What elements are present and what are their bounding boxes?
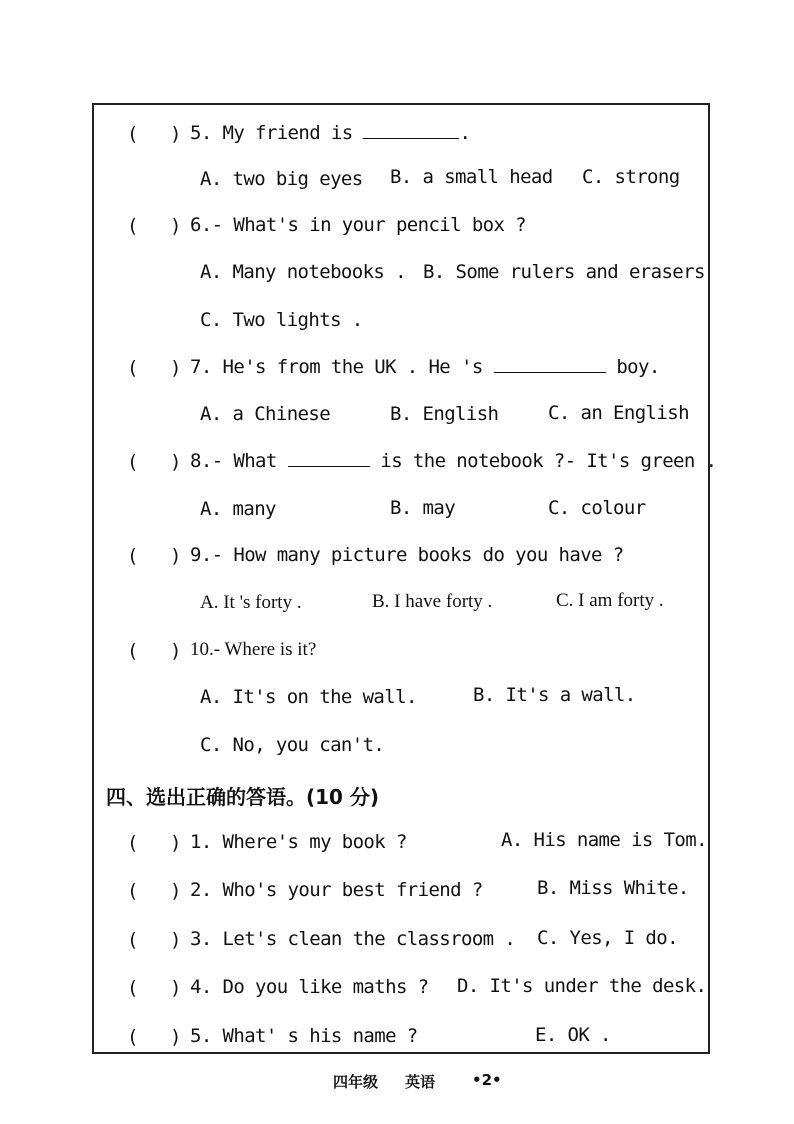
match-answer: E. OK . [535,1024,611,1046]
answer-blank [288,452,370,467]
answer-paren-close: ) [170,1026,182,1048]
answer-paren-open: ( [127,640,139,662]
answer-paren-close: ) [170,640,182,662]
option-c: C. No, you can't. [200,734,385,756]
answer-paren-close: ) [170,832,182,854]
match-question: 4. Do you like maths ? [190,976,429,998]
option-c: C. an English [548,402,689,424]
match-question: 3. Let's clean the classroom . [190,928,516,950]
option-a: A. two big eyes [200,168,363,190]
option-c: C. I am forty . [556,590,664,611]
footer-grade: 四年级 [333,1073,379,1091]
answer-paren-open: ( [127,451,139,473]
match-answer: D. It's under the desk. [457,975,707,997]
question-8-stem: 8.- What [190,450,277,472]
option-b: B. a small head [390,166,553,188]
option-a: A. many [200,498,276,520]
answer-paren-close: ) [170,215,182,237]
section-heading: 四、选出正确的答语。(10 分) [106,785,380,809]
answer-paren-close: ) [170,880,182,902]
option-b: B. may [390,497,456,519]
answer-paren-open: ( [127,832,139,854]
question-10: 10.- Where is it? [190,639,317,660]
answer-paren-open: ( [127,215,139,237]
answer-paren-close: ) [170,357,182,379]
answer-blank [363,124,459,139]
answer-paren-open: ( [127,545,139,567]
match-question: 5. What' s his name ? [190,1025,418,1047]
answer-paren-open: ( [127,880,139,902]
option-c: C. Two lights . [200,309,363,331]
answer-paren-close: ) [170,451,182,473]
answer-paren-open: ( [127,977,139,999]
option-a: A. It 's forty . [200,592,302,613]
footer-subject: 英语 [405,1073,436,1091]
answer-paren-open: ( [127,929,139,951]
match-answer: B. Miss White. [537,877,689,899]
match-answer: A. His name is Tom. [501,829,707,851]
question-8 [190,449,716,473]
question-9: 9.- How many picture books do you have ? [190,544,624,566]
question-8-end: is the notebook ?- It's green . [380,450,717,472]
answer-paren-close: ) [170,929,182,951]
answer-paren-close: ) [170,123,182,145]
option-b: B. I have forty . [372,591,493,612]
option-b: B. English [390,403,499,425]
question-7-end: boy. [616,356,660,378]
answer-blank [494,358,606,373]
answer-paren-close: ) [170,545,182,567]
option-a: A. It's on the wall. [200,686,417,708]
option-c: C. colour [548,497,646,519]
option-b: B. Some rulers and erasers [423,261,705,283]
answer-paren-open: ( [127,123,139,145]
question-5 [190,121,470,145]
match-question: 1. Where's my book ? [190,831,407,853]
option-b: B. It's a wall. [473,684,636,706]
answer-paren-open: ( [127,357,139,379]
question-7-stem: 7. He's from the UK . He 's [190,356,483,378]
exam-frame [92,103,710,1054]
page-number: •2• [472,1071,502,1089]
question-6: 6.- What's in your pencil box ? [190,214,527,236]
option-a: A. a Chinese [200,403,331,425]
answer-paren-close: ) [170,977,182,999]
question-5-stem: 5. My friend is [190,122,353,144]
match-answer: C. Yes, I do. [537,927,678,949]
option-a: A. Many notebooks . [200,261,406,283]
answer-paren-open: ( [127,1026,139,1048]
option-c: C. strong [582,166,680,188]
question-5-end: . [459,122,471,144]
question-7 [190,355,660,379]
match-question: 2. Who's your best friend ? [190,879,483,901]
